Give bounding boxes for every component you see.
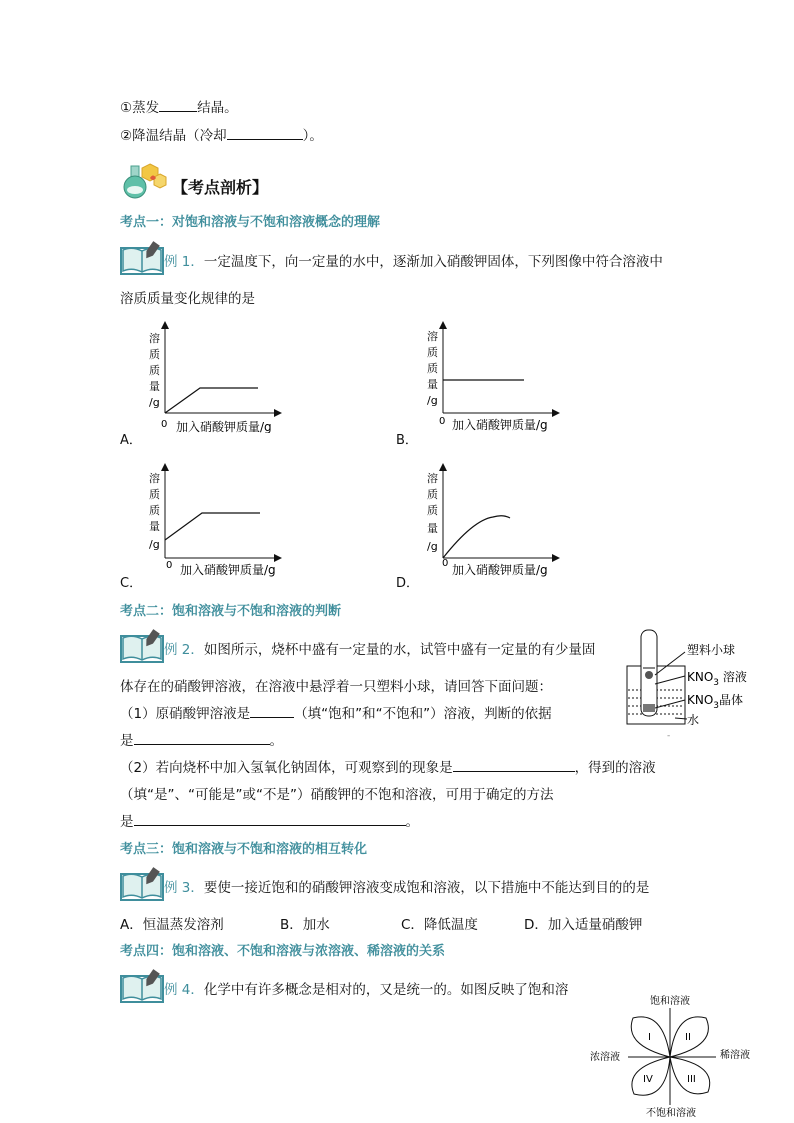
- region-iii: III: [687, 1074, 696, 1085]
- y-label-char: /g: [427, 540, 438, 553]
- ex2-q1b: （填“饱和”和“不饱和”）溶液，判断的依据: [294, 706, 552, 722]
- flask-icon: [120, 160, 168, 200]
- top-line-2: [120, 124, 323, 144]
- y-label-char: 质: [427, 488, 438, 501]
- beaker-diagram: [615, 626, 775, 738]
- flower-left-label: 浓溶液: [590, 1052, 620, 1063]
- flower-right-label: 稀溶液: [720, 1050, 750, 1061]
- ex3-option-d: D．加入适量硝酸钾: [524, 917, 643, 933]
- ball-label: 塑料小球: [687, 643, 736, 657]
- y-label-char: 溶: [149, 472, 160, 485]
- ex3-label: 例 3．: [164, 880, 204, 896]
- ex3-option-c: C．降低温度: [401, 917, 478, 933]
- crystal-subscript: 3: [713, 701, 720, 711]
- y-label-char: 质: [149, 348, 160, 361]
- ex2-line-1: [164, 638, 595, 658]
- ex2-q2-line-3: [120, 810, 419, 830]
- ex2-q1a: （1）原硝酸钾溶液是: [120, 706, 251, 722]
- ex3-line: [164, 876, 649, 896]
- graph-a: [140, 318, 290, 433]
- blank: [134, 811, 406, 826]
- solution-label: [687, 669, 747, 688]
- y-label-char: 量: [427, 522, 438, 535]
- kd-heading-4: 考点四：饱和溶液、不饱和溶液与浓溶液、稀溶液的关系: [120, 944, 446, 959]
- book-pen-icon: [120, 968, 164, 1004]
- blank: [227, 125, 303, 140]
- water-label: 水: [687, 713, 700, 727]
- y-label-char: 质: [427, 346, 438, 359]
- dash-mark: -: [667, 731, 671, 738]
- top-line-2-a: ②降温结晶（冷却: [120, 128, 227, 144]
- ex4-label: 例 4．: [164, 982, 204, 998]
- region-ii: II: [685, 1032, 691, 1043]
- origin-label: 0: [442, 558, 449, 569]
- y-label-char: 量: [427, 378, 438, 391]
- x-label: 加入硝酸钾质量/g: [180, 563, 276, 577]
- graph-c: [140, 460, 290, 578]
- ex1-text-1: 一定温度下，向一定量的水中，逐渐加入硝酸钾固体，下列图像中符合溶液中: [203, 254, 663, 270]
- flower-top-label: 饱和溶液: [650, 996, 690, 1007]
- kd-heading-2: 考点二：饱和溶液与不饱和溶液的判断: [120, 604, 342, 619]
- ex3-text: 要使一接近饱和的硝酸钾溶液变成饱和溶液，以下措施中不能达到目的的是: [203, 880, 650, 896]
- book-pen-icon: [120, 866, 164, 902]
- y-label-char: 质: [149, 488, 160, 501]
- y-label-char: 溶: [427, 472, 438, 485]
- blank: [159, 97, 197, 112]
- flower-diagram: [588, 990, 758, 1120]
- solution-tail: 溶液: [719, 670, 747, 684]
- blank: [250, 703, 294, 718]
- blank: [453, 757, 575, 772]
- ex2-q2e: 。: [405, 814, 419, 830]
- crystal-tail: 晶体: [719, 693, 744, 707]
- top-line-1-a: ①蒸发: [120, 100, 160, 116]
- ex2-q2b: ，得到的溶液: [574, 760, 656, 776]
- ex1-text-2: 溶质质量变化规律的是: [120, 291, 255, 307]
- y-label-char: 溶: [427, 330, 438, 343]
- ex1-label: 例 1．: [164, 254, 204, 270]
- blank: [134, 730, 270, 745]
- ex2-q1-line: [120, 702, 552, 722]
- x-label: 加入硝酸钾质量/g: [452, 418, 548, 432]
- flower-bottom-label: 不饱和溶液: [646, 1108, 696, 1119]
- option-d: D．: [396, 576, 420, 591]
- y-label-char: /g: [149, 538, 160, 551]
- book-pen-icon: [120, 628, 164, 664]
- top-line-2-b: ）。: [302, 128, 323, 144]
- kd-heading-3: 考点三：饱和溶液与不饱和溶液的相互转化: [120, 842, 368, 857]
- option-c: C．: [120, 576, 143, 591]
- ex2-q2c: （填“是”、“可能是”或“不是”）硝酸钾的不饱和溶液，可用于确定的方法: [120, 787, 554, 803]
- crystal-label: [687, 692, 743, 711]
- y-label-char: 质: [427, 504, 438, 517]
- ex3-option-b: B．加水: [280, 917, 330, 933]
- ex2-q2d: 是: [120, 814, 134, 830]
- y-label-char: /g: [149, 396, 160, 409]
- top-line-1-b: 结晶。: [197, 100, 238, 116]
- solution-subscript: 3: [713, 678, 720, 688]
- book-pen-icon: [120, 240, 164, 276]
- ex2-q1-line-2: [120, 729, 283, 749]
- ex4-line: [164, 978, 568, 998]
- graph-b: [418, 318, 568, 433]
- y-label-char: 量: [149, 380, 160, 393]
- graph-d: [418, 460, 568, 578]
- kd-heading-1: 考点一：对饱和溶液与不饱和溶液概念的理解: [120, 215, 381, 230]
- ex2-text-1: 如图所示，烧杯中盛有一定量的水，试管中盛有一定量的有少量固: [203, 642, 596, 658]
- ex2-q2-line: [120, 756, 656, 776]
- ex2-q1c: 是: [120, 733, 134, 749]
- ex3-option-a: A．恒温蒸发溶剂: [120, 917, 224, 933]
- ex2-label: 例 2．: [164, 642, 204, 658]
- solution-formula: KNO: [687, 670, 714, 684]
- y-label-char: 质: [149, 364, 160, 377]
- option-a: A．: [120, 433, 142, 448]
- option-b: B．: [396, 433, 418, 448]
- y-label-char: 质: [149, 504, 160, 517]
- section-title: 【考点剖析】: [172, 178, 269, 197]
- ex4-text: 化学中有许多概念是相对的，又是统一的。如图反映了饱和溶: [203, 982, 569, 998]
- origin-label: 0: [439, 416, 446, 427]
- region-iv: IV: [643, 1074, 653, 1085]
- crystal-formula: KNO: [687, 693, 714, 707]
- ex2-q1d: 。: [269, 733, 283, 749]
- top-line-1: [120, 96, 238, 116]
- x-label: 加入硝酸钾质量/g: [452, 563, 548, 577]
- region-i: I: [648, 1032, 651, 1043]
- ex2-text-2: 体存在的硝酸钾溶液，在溶液中悬浮着一只塑料小球，请回答下面问题：: [120, 679, 552, 695]
- y-label-char: /g: [427, 394, 438, 407]
- origin-label: 0: [166, 560, 173, 571]
- y-label-char: 质: [427, 362, 438, 375]
- ex1-line-1: [164, 250, 663, 270]
- y-label-char: 量: [149, 520, 160, 533]
- y-label-char: 溶: [149, 332, 160, 345]
- x-label: 加入硝酸钾质量/g: [176, 420, 272, 433]
- origin-label: 0: [161, 419, 168, 430]
- ex2-q2a: （2）若向烧杯中加入氢氧化钠固体，可观察到的现象是: [120, 760, 453, 776]
